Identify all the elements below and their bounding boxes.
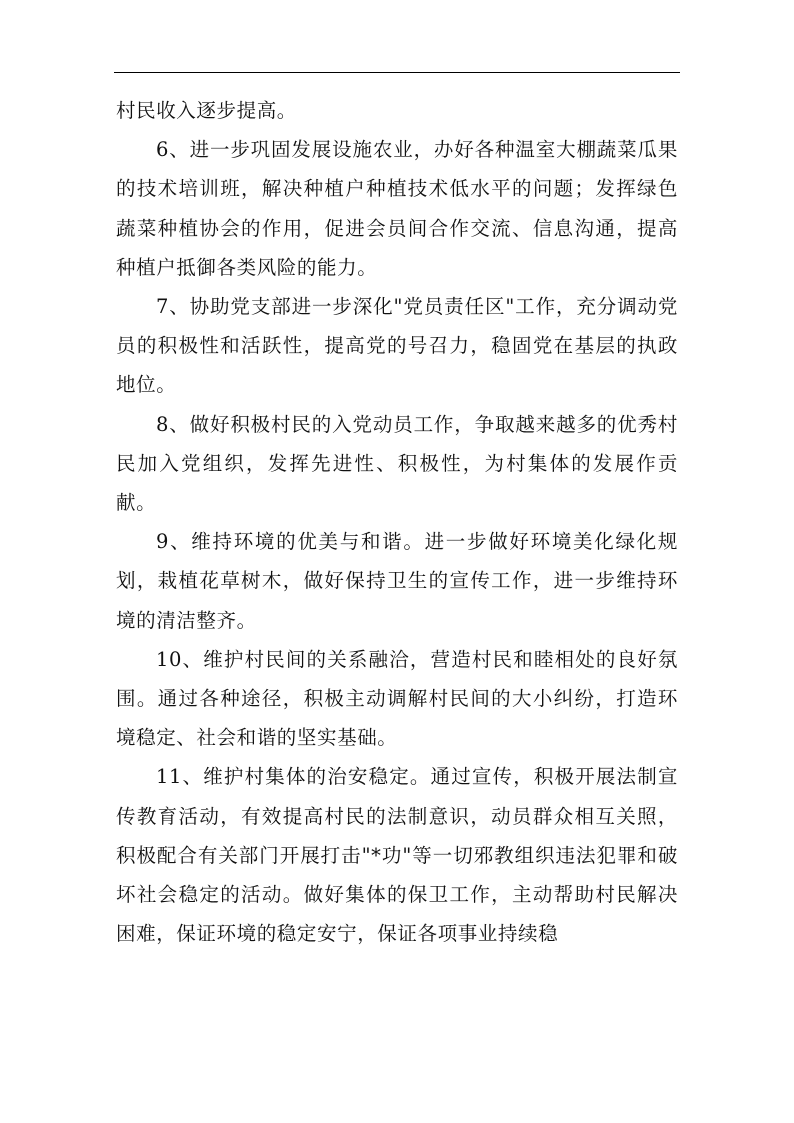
paragraph-continuation: 村民收入逐步提高。 [116,99,297,122]
paragraph-item-6: 6、进一步巩固发展设施农业，办好各种温室大棚蔬菜瓜果的技术培训班，解决种植户种植技术低水平的问题；发挥绿色蔬菜种植协会的作用，促进会员间合作交流、信息沟通，提高种植户抵御各类风险的能力。 [116,138,678,279]
paragraph-item-11: 11、维护村集体的治安稳定。通过宣传，积极开展法制宣传教育活动，有效提高村民的法制意识，动员群众相互关照，积极配合有关部门开展打击"*功"等一切邪教组织违法犯罪和破坏社会稳定的活动。做好集体的保卫工作，主动帮助村民解决困难，保证环境的稳定安宁，保证各项事业持续稳 [116,765,678,946]
document-body [116,91,678,953]
paragraph-item-9: 9、维持环境的优美与和谐。进一步做好环境美化绿化规划，栽植花草树木，做好保持卫生的宣传工作，进一步维持环境的清洁整齐。 [116,530,678,632]
paragraph-item-10: 10、维护村民间的关系融洽，营造村民和睦相处的良好氛围。通过各种途径，积极主动调解村民间的大小纠纷，打造环境稳定、社会和谐的坚实基础。 [116,647,678,750]
paragraph-item-8: 8、做好积极村民的入党动员工作，争取越来越多的优秀村民加入党组织，发挥先进性、积极性，为村集体的发展作贡献。 [116,412,678,515]
header-rule [114,72,680,73]
paragraph-item-7: 7、协助党支部进一步深化"党员责任区"工作，充分调动党员的积极性和活跃性，提高党的号召力，稳固党在基层的执政地位。 [116,295,678,397]
